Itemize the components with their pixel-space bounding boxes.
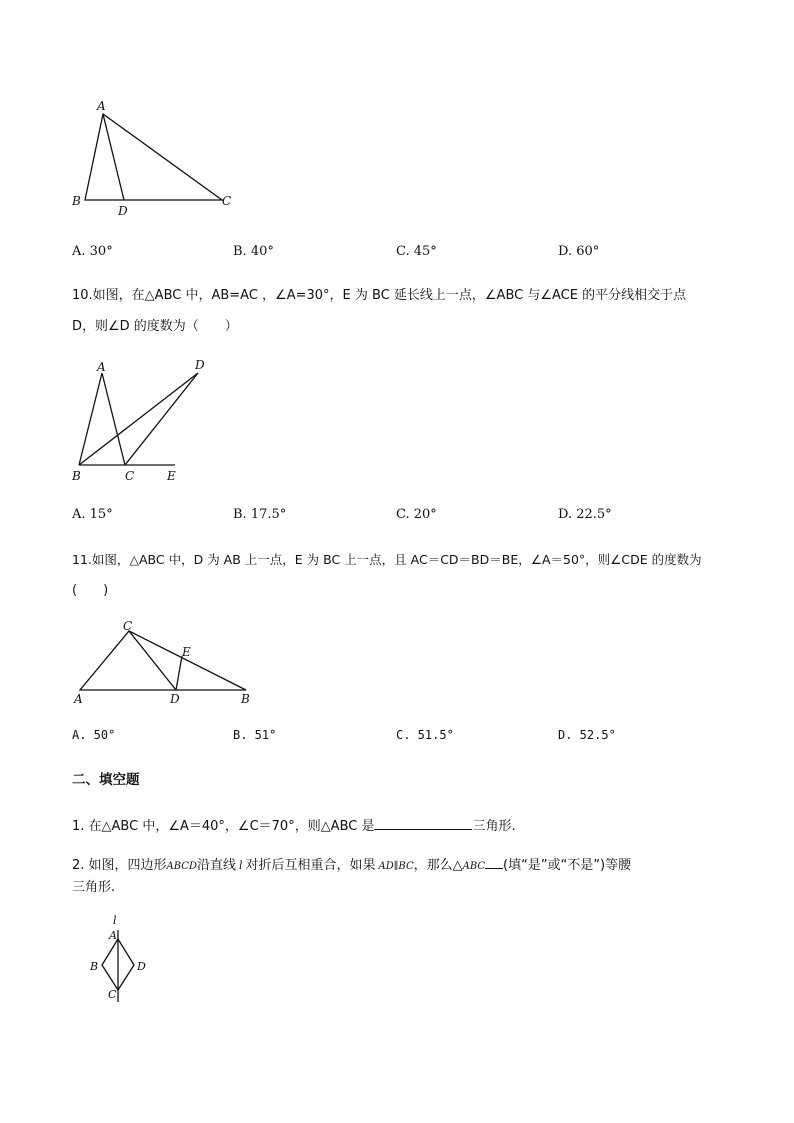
label-b: B (241, 692, 250, 706)
q9-option-c[interactable]: C. 45° (396, 244, 437, 259)
label-d: D (118, 204, 128, 218)
label-b: B (72, 469, 81, 483)
label-b: B (90, 960, 99, 973)
label-a: A (97, 360, 106, 374)
label-d: D (195, 358, 205, 372)
q11-text-line1: 11.如图，△ABC 中，D 为 AB 上一点，E 为 BC 上一点，且 AC＝CD＝BD＝BE，∠A＝50°，则∠CDE 的度数为 (72, 552, 702, 567)
fill2-text-mid2: 对折后互相重合，如果 (245, 858, 376, 873)
fill2-segment-ad: AD (378, 861, 394, 872)
fill2-quad-name: ABCD (166, 861, 197, 872)
q11-option-a[interactable]: A. 50° (72, 728, 116, 742)
fill1-text-pre: 1. 在△ABC 中，∠A＝40°，∠C＝70°，则△ABC 是 (72, 819, 375, 834)
q10-option-c[interactable]: C. 20° (396, 507, 437, 522)
label-d: D (137, 960, 146, 973)
label-c: C (108, 988, 117, 1001)
section-title: 二、填空题 (72, 772, 140, 788)
q10-text-line1: 10.如图，在△ABC 中，AB=AC ，∠A=30°，E 为 BC 延长线上一点，∠ABC 与∠ACE 的平分线相交于点 (72, 288, 687, 303)
label-a: A (109, 929, 117, 942)
q11-option-d[interactable]: D. 52.5° (558, 728, 616, 742)
q11-option-b[interactable]: B. 51° (233, 728, 277, 742)
q9-option-d[interactable]: D. 60° (558, 244, 600, 259)
label-d: D (170, 692, 180, 706)
q9-option-a[interactable]: A. 30° (72, 244, 113, 259)
label-a: A (74, 692, 83, 706)
label-a: A (97, 99, 106, 113)
fill2-text-post: (填“是”或“不是”)等腰 (503, 858, 632, 873)
label-e: E (167, 469, 176, 483)
label-c: C (222, 194, 232, 208)
label-e: E (182, 645, 191, 659)
q9-option-b[interactable]: B. 40° (233, 244, 274, 259)
fill2-line-name: l (239, 859, 243, 872)
fill2-text-pre: 2. 如图，四边形 (72, 858, 167, 873)
q10-option-b[interactable]: B. 17.5° (233, 507, 287, 522)
fill2-parallel-symbol: ∥ (393, 861, 399, 872)
q10-text-line2: D，则∠D 的度数为（ ） (72, 319, 238, 334)
label-c: C (125, 469, 135, 483)
label-l: l (113, 914, 117, 927)
q11-text-line2: ( ) (72, 583, 109, 598)
q10-option-a[interactable]: A. 15° (72, 507, 113, 522)
label-c: C (123, 619, 133, 633)
q11-option-c[interactable]: C. 51.5° (396, 728, 454, 742)
fill1-text-post: 三角形. (472, 819, 516, 834)
fill2-text-mid1: 沿直线 (196, 858, 236, 873)
fill2-segment-bc: BC (398, 861, 414, 872)
fill2-text-mid3: ，那么△ (413, 858, 463, 873)
fill2-question-line2: 三角形. (72, 880, 116, 895)
q10-option-d[interactable]: D. 22.5° (558, 507, 612, 522)
label-b: B (72, 194, 81, 208)
fill2-triangle-name: ABC (462, 861, 486, 872)
